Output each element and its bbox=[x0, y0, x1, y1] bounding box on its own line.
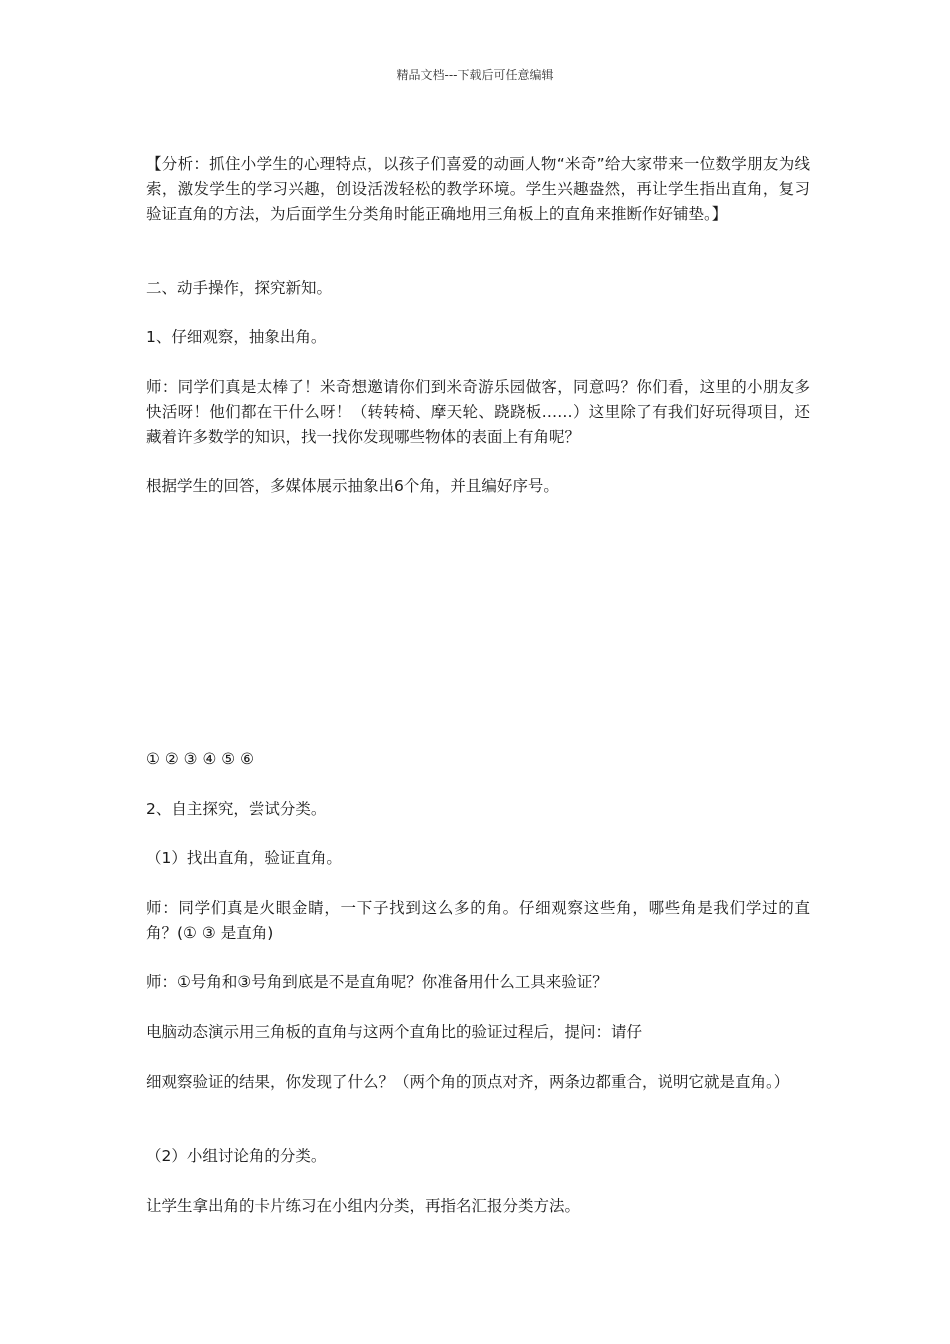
body-paragraph: 电脑动态演示用三角板的直角与这两个直角比的验证过程后，提问：请仔 bbox=[146, 1023, 643, 1041]
body-paragraph: 让学生拿出角的卡片练习在小组内分类，再指名汇报分类方法。 bbox=[146, 1197, 581, 1215]
subsection-heading: 2、自主探究，尝试分类。 bbox=[146, 800, 327, 818]
teacher-paragraph: 师：①号角和③号角到底是不是直角呢？你准备用什么工具来验证？ bbox=[146, 973, 608, 991]
subsection-heading: （2）小组讨论角的分类。 bbox=[146, 1147, 327, 1165]
teacher-paragraph: 师：同学们真是太棒了！米奇想邀请你们到米奇游乐园做客，同意吗？你们看，这里的小朋友多快活呀！他们都在干什么呀！（转转椅、摩天轮、跷跷板……）这里除了有我们好玩得项目，还藏着许多数学的知识，找一找你发现哪些物体的表面上有角呢？ bbox=[146, 378, 810, 446]
subsection-heading: 1、仔细观察，抽象出角。 bbox=[146, 328, 327, 346]
body-paragraph: 细观察验证的结果，你发现了什么？（两个角的顶点对齐，两条边都重合，说明它就是直角。） bbox=[146, 1073, 790, 1091]
page-header: 精品文档---下载后可任意编辑 bbox=[396, 68, 554, 82]
section-heading: 二、动手操作，探究新知。 bbox=[146, 279, 333, 297]
analysis-paragraph: 【分析：抓住小学生的心理特点，以孩子们喜爱的动画人物“米奇”给大家带来一位数学朋友为线索，激发学生的学习兴趣，创设活泼轻松的教学环境。学生兴趣盎然，再让学生指出直角，复习验证直角的方法，为后面学生分类角时能正确地用三角板上的直角来推断作好铺垫。】 bbox=[146, 155, 810, 223]
teacher-paragraph: 师：同学们真是火眼金睛，一下子找到这么多的角。仔细观察这些角，哪些角是我们学过的直角？(① ③ 是直角) bbox=[146, 899, 810, 942]
subsection-heading: （1）找出直角，验证直角。 bbox=[146, 849, 342, 867]
body-paragraph: 根据学生的回答，多媒体展示抽象出6个角，并且编好序号。 bbox=[146, 477, 559, 495]
angle-numbers: ① ② ③ ④ ⑤ ⑥ bbox=[146, 750, 255, 768]
